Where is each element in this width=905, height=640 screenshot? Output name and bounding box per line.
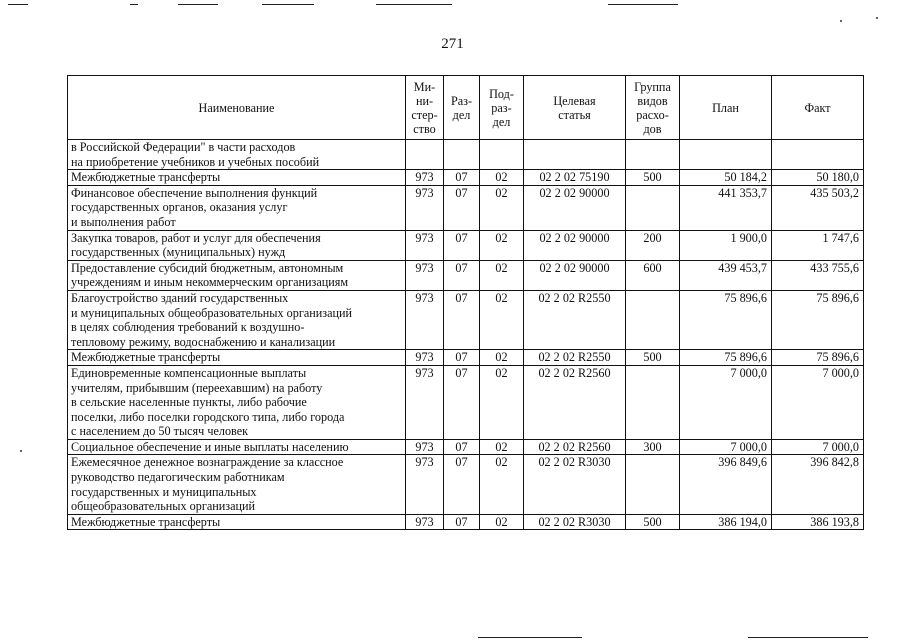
- cell-target-article: [524, 140, 626, 170]
- table-body: [68, 140, 864, 530]
- cell-fact: 75 896,6: [772, 350, 864, 366]
- cell-subsection: 02: [480, 290, 524, 349]
- cell-subsection: 02: [480, 365, 524, 439]
- table-row: [68, 455, 864, 514]
- cell-fact: 396 842,8: [772, 455, 864, 514]
- cell-ministry: 973: [406, 365, 444, 439]
- cell-ministry: 973: [406, 230, 444, 260]
- header-fact: Факт: [772, 76, 864, 140]
- cell-expense-group: [626, 290, 680, 349]
- cell-subsection: 02: [480, 260, 524, 290]
- cell-plan: 439 453,7: [680, 260, 772, 290]
- cell-section: 07: [444, 455, 480, 514]
- cell-ministry: 973: [406, 260, 444, 290]
- cell-name: в Российской Федерации" в части расходов на приобретение учебников и учебных пособий: [68, 140, 406, 170]
- scan-speck: [840, 20, 842, 22]
- cell-ministry: 973: [406, 290, 444, 349]
- cell-ministry: 973: [406, 439, 444, 455]
- cell-fact: 435 503,2: [772, 185, 864, 230]
- cell-subsection: 02: [480, 514, 524, 530]
- header-target-article: Целевая статья: [524, 76, 626, 140]
- header-plan: План: [680, 76, 772, 140]
- table-row: [68, 290, 864, 349]
- cell-name: Межбюджетные трансферты: [68, 170, 406, 186]
- cell-plan: 386 194,0: [680, 514, 772, 530]
- page-number: 271: [441, 36, 464, 52]
- table-row: [68, 514, 864, 530]
- cell-subsection: 02: [480, 439, 524, 455]
- cell-expense-group: 300: [626, 439, 680, 455]
- cell-name: Межбюджетные трансферты: [68, 514, 406, 530]
- header-expense-group: Группа видов расхо- дов: [626, 76, 680, 140]
- cell-section: [444, 140, 480, 170]
- table-row: [68, 350, 864, 366]
- scan-speck: [876, 17, 878, 19]
- cell-fact: [772, 140, 864, 170]
- table-row: [68, 439, 864, 455]
- header-name: Наименование: [68, 76, 406, 140]
- budget-table: [67, 75, 864, 530]
- table-row: [68, 365, 864, 439]
- cell-expense-group: 200: [626, 230, 680, 260]
- cell-plan: [680, 140, 772, 170]
- scan-artifact-line: [8, 4, 28, 5]
- cell-fact: 433 755,6: [772, 260, 864, 290]
- cell-expense-group: 500: [626, 350, 680, 366]
- cell-expense-group: 500: [626, 514, 680, 530]
- cell-plan: 75 896,6: [680, 350, 772, 366]
- cell-ministry: 973: [406, 185, 444, 230]
- cell-name: Социальное обеспечение и иные выплаты населению: [68, 439, 406, 455]
- scan-artifact-line: [748, 637, 868, 638]
- cell-ministry: 973: [406, 514, 444, 530]
- cell-fact: 1 747,6: [772, 230, 864, 260]
- cell-target-article: 02 2 02 R2550: [524, 290, 626, 349]
- table-row: [68, 260, 864, 290]
- cell-ministry: 973: [406, 170, 444, 186]
- cell-subsection: 02: [480, 170, 524, 186]
- cell-expense-group: [626, 455, 680, 514]
- cell-name: Межбюджетные трансферты: [68, 350, 406, 366]
- header-ministry: Ми- ни- стер- ство: [406, 76, 444, 140]
- table-header-row: [68, 76, 864, 140]
- cell-target-article: 02 2 02 90000: [524, 230, 626, 260]
- cell-expense-group: 600: [626, 260, 680, 290]
- cell-target-article: 02 2 02 90000: [524, 260, 626, 290]
- cell-fact: 7 000,0: [772, 439, 864, 455]
- cell-target-article: 02 2 02 R2560: [524, 365, 626, 439]
- cell-subsection: 02: [480, 230, 524, 260]
- cell-target-article: 02 2 02 75190: [524, 170, 626, 186]
- cell-subsection: 02: [480, 455, 524, 514]
- table-row: [68, 170, 864, 186]
- scan-artifact-line: [178, 4, 218, 5]
- cell-name: Закупка товаров, работ и услуг для обеспечения государственных (муниципальных) нужд: [68, 230, 406, 260]
- scan-artifact-line: [478, 637, 582, 638]
- header-subsection: Под- раз- дел: [480, 76, 524, 140]
- cell-section: 07: [444, 260, 480, 290]
- scan-artifact-line: [608, 4, 678, 5]
- scan-speck: [20, 450, 22, 452]
- cell-section: 07: [444, 170, 480, 186]
- cell-section: 07: [444, 185, 480, 230]
- cell-expense-group: [626, 365, 680, 439]
- cell-name: Благоустройство зданий государственных и муниципальных общеобразовательных организаций в целях соблюдения требований к воздушно- тепловому режиму, водоснабжению и канализации: [68, 290, 406, 349]
- cell-name: Предоставление субсидий бюджетным, автономным учреждениям и иным некоммерческим организациям: [68, 260, 406, 290]
- cell-ministry: 973: [406, 350, 444, 366]
- cell-subsection: 02: [480, 350, 524, 366]
- cell-subsection: 02: [480, 185, 524, 230]
- cell-plan: 1 900,0: [680, 230, 772, 260]
- cell-fact: 7 000,0: [772, 365, 864, 439]
- scan-artifact-line: [262, 4, 314, 5]
- cell-expense-group: [626, 140, 680, 170]
- cell-target-article: 02 2 02 R3030: [524, 514, 626, 530]
- cell-section: 07: [444, 439, 480, 455]
- cell-section: 07: [444, 365, 480, 439]
- cell-section: 07: [444, 350, 480, 366]
- cell-fact: 75 896,6: [772, 290, 864, 349]
- cell-plan: 441 353,7: [680, 185, 772, 230]
- cell-target-article: 02 2 02 R3030: [524, 455, 626, 514]
- cell-name: Единовременные компенсационные выплаты учителям, прибывшим (переехавшим) на работу в сельские населенные пункты, либо рабочие поселки, либо поселки городского типа, либо города с населением до 50 тысяч человек: [68, 365, 406, 439]
- cell-target-article: 02 2 02 R2550: [524, 350, 626, 366]
- cell-name: Финансовое обеспечение выполнения функций государственных органов, оказания услуг и выполнения работ: [68, 185, 406, 230]
- cell-target-article: 02 2 02 R2560: [524, 439, 626, 455]
- cell-target-article: 02 2 02 90000: [524, 185, 626, 230]
- table-row: [68, 140, 864, 170]
- cell-fact: 386 193,8: [772, 514, 864, 530]
- cell-plan: 7 000,0: [680, 365, 772, 439]
- cell-section: 07: [444, 514, 480, 530]
- cell-fact: 50 180,0: [772, 170, 864, 186]
- scan-artifact-line: [130, 4, 138, 5]
- cell-plan: 75 896,6: [680, 290, 772, 349]
- cell-name: Ежемесячное денежное вознаграждение за классное руководство педагогическим работникам государственных и муниципальных общеобразовательных организаций: [68, 455, 406, 514]
- cell-plan: 396 849,6: [680, 455, 772, 514]
- cell-ministry: 973: [406, 455, 444, 514]
- cell-section: 07: [444, 230, 480, 260]
- cell-plan: 50 184,2: [680, 170, 772, 186]
- header-section: Раз- дел: [444, 76, 480, 140]
- cell-expense-group: 500: [626, 170, 680, 186]
- cell-section: 07: [444, 290, 480, 349]
- scan-artifact-line: [376, 4, 452, 5]
- cell-expense-group: [626, 185, 680, 230]
- cell-subsection: [480, 140, 524, 170]
- cell-ministry: [406, 140, 444, 170]
- table-row: [68, 230, 864, 260]
- table-row: [68, 185, 864, 230]
- cell-plan: 7 000,0: [680, 439, 772, 455]
